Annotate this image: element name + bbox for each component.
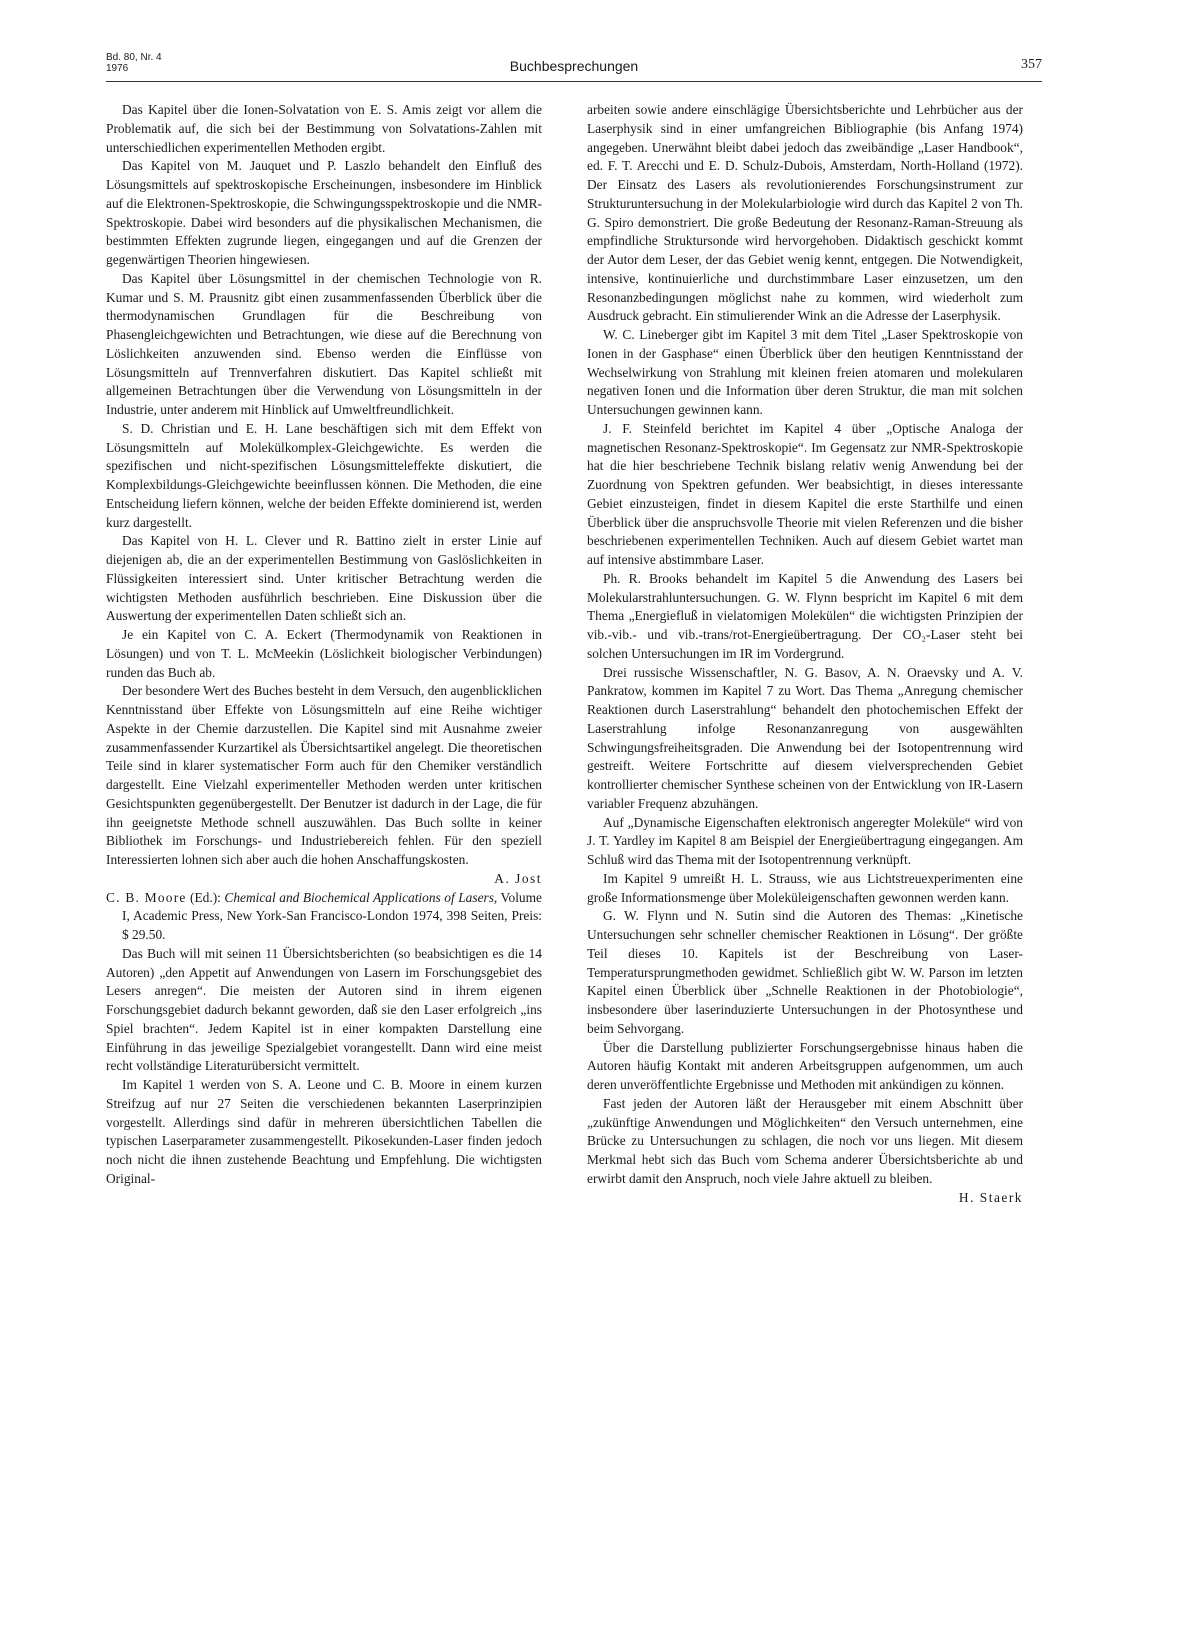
book-reference — [106, 889, 542, 945]
paragraph: Je ein Kapitel von C. A. Eckert (Thermodynamik von Reaktionen in Lösungen) und von T. L. McMeekin (Löslichkeit biologischer Verbindungen) runden das Buch ab. — [106, 627, 542, 680]
paragraph: Auf „Dynamische Eigenschaften elektronisch angeregter Moleküle“ wird von J. T. Yardley im Kapitel 8 am Beispiel der Energieübertragung eingegangen. Am Schluß wird das Thema mit der Isotopentrennung verknüpft. — [587, 814, 1023, 867]
paragraph: S. D. Christian und E. H. Lane beschäftigen sich mit dem Effekt von Lösungsmitteln auf Molekülkomplex-Gleichgewichte. Es werden die spezifischen und nicht-spezifischen Lösungsmitteleffekte diskutiert, die Komplexbildungs-Gleichgewichte beeinflussen können. Die Methoden, die eine Entscheidung liefern können, welche der beiden Effekte dominierend ist, werden kurz dargestellt. — [106, 420, 542, 530]
header-rule — [106, 81, 1042, 82]
paragraph: Das Kapitel von H. L. Clever und R. Battino zielt in erster Linie auf diejenigen ab, die an der experimentellen Bestimmung von Gaslöslichkeiten in Flüssigkeiten interessiert sind. Unter kritischer Betrachtung werden die wichtigsten Methoden ausführlich beschrieben. Eine Diskussion über die Auswertung der experimentellen Daten schließt sich an. — [106, 533, 542, 624]
section-title: Buchbesprechungen — [509, 58, 639, 74]
left-column — [106, 101, 542, 1189]
paragraph: Ph. R. Brooks behandelt im Kapitel 5 die Anwendung des Lasers bei Molekularstrahluntersuchungen. G. W. Flynn bespricht im Kapitel 6 mit dem Thema „Energiefluß in vielatomigen Molekülen“ die wichtigsten Prinzipien der vib.-vib.- und vib.-trans/rot-Energieübertragung. Der CO₂-Laser steht bei solchen Untersuchungen im IR im Vordergrund. — [587, 570, 1023, 661]
paragraph: Im Kapitel 1 werden von S. A. Leone und C. B. Moore in einem kurzen Streifzug auf nur 27 Seiten die verschiedenen bekannten Laserprinzipien vorgestellt. Allerdings sind dafür in mehreren übersichtlichen Tabellen die typischen Laserparameter zusammengestellt. Pikosekunden-Laser finden jedoch noch nicht die ihnen zustehende Beachtung und Empfehlung. Die wichtigsten Original- — [106, 1077, 542, 1186]
reviewer-signature: A. Jost — [494, 870, 542, 886]
paragraph: Das Kapitel über die Ionen-Solvatation von E. S. Amis zeigt vor allem die Problematik auf, die sich bei der Bestimmung von Solvatations-Zahlen mit unterschiedlichen experimentellen Methoden ergibt. — [106, 102, 542, 155]
book-details: Volume I, Academic Press, New York-San Francisco-London 1974, 398 Seiten, Preis: $ 29.50. — [122, 889, 542, 942]
paragraph: Im Kapitel 9 umreißt H. L. Strauss, wie aus Lichtstreuexperimenten eine große Informationsmenge über Moleküleigenschaften gewonnen werden kann. — [587, 870, 1023, 905]
page-header — [106, 52, 1042, 92]
reviewer-signature: H. Staerk — [958, 1189, 1023, 1205]
book-editor: C. B. Moore — [106, 889, 187, 905]
paragraph: Über die Darstellung publizierter Forschungsergebnisse hinaus haben die Autoren häufig Kontakt mit anderen Arbeitsgruppen aufgenommen, um auch deren unveröffentlichte Ergebnisse und Methoden mit ankündigen zu können. — [587, 1039, 1023, 1092]
paragraph: arbeiten sowie andere einschlägige Übersichtsberichte und Lehrbücher aus der Laserphysik sind in einer umfangreichen Bibliographie (bis Anfang 1974) angegeben. Unerwähnt bleibt dabei jedoch das zweibändige „Laser Handbook“, ed. F. T. Arecchi und E. D. Schulz-Dubois, Amsterdam, North-Holland (1972). Der Einsatz des Lasers als revolutionierendes Forschungsinstrument zur Strukturuntersuchung in der Molekularbiologie wird durch das Kapitel 2 von Th. G. Spiro demonstriert. Die große Bedeutung der Resonanz-Raman-Streuung als empfindliche Struktursonde wird hervorgehoben. Didaktisch geschickt kommt der Autor dem Leser, der das Gebiet wenig kennt, entgegen. Die Notwendigkeit, intensive, kontinuierliche und durchstimmbare Laser einzusetzen, um den Resonanzbedingungen möglichst nahe zu kommen, wird wiederholt zum Ausdruck gebracht. Ein stimulierender Wink an die Adresse der Laserphysik. — [587, 102, 1023, 324]
right-column — [587, 101, 1023, 1207]
paragraph: W. C. Lineberger gibt im Kapitel 3 mit dem Titel „Laser Spektroskopie von Ionen in der Gasphase“ einen Überblick über den heutigen Kenntnisstand der Wechselwirkung von Strahlung mit kleinen freien atomaren und molekularen negativen Ionen und die Information über deren Struktur, die man mit solchen Untersuchungen gewinnen kann. — [587, 327, 1023, 417]
paragraph: J. F. Steinfeld berichtet im Kapitel 4 über „Optische Analoga der magnetischen Resonanz-Spektroskopie“. Im Gegensatz zur NMR-Spektroskopie hat die hier beschriebene Technik bislang relativ wenig Anwendung bei der Zuordnung von Spektren gefunden. Wer beabsichtigt, in dieses interessante Gebiet einzusteigen, findet in diesem Kapitel die erste Starthilfe und einen Überblick über die anspruchsvolle Theorie mit vielen Referenzen und die bisher beschriebenen experimentellen Techniken. Auch auf diesem Gebiet wartet man auf intensive abstimmbare Laser. — [587, 420, 1023, 567]
volume-year: 1976 — [106, 63, 129, 74]
paragraph: Drei russische Wissenschaftler, N. G. Basov, A. N. Oraevsky und A. V. Pankratow, kommen im Kapitel 7 zu Wort. Das Thema „Anregung chemischer Reaktionen durch Laserstrahlung“ behandelt den photochemischen Effekt der Laserstrahlung infolge Resonanzanregung von ausgewählten Schwingungsfreiheitsgraden. Die Anwendung bei der Isotopentrennung wird gestreift. Weitere Fortschritte auf diesem vielversprechenden Gebiet kontrollierter chemischer Synthese scheinen von der Entwicklung von IR-Lasern variabler Frequenz abzuhängen. — [587, 664, 1023, 811]
paragraph: Das Kapitel über Lösungsmittel in der chemischen Technologie von R. Kumar und S. M. Prausnitz gibt einen zusammenfassenden Überblick über die thermodynamischen Grundlagen für die Beschreibung von Phasengleichgewichten und Betrachtungen, wie diese auf die Berechnung von Löslichkeiten anzuwenden sind. Ebenso werden die Einflüsse von Lösungsmitteln auf Trennverfahren diskutiert. Das Kapitel schließt mit allgemeinen Betrachtungen über die Verwendung von Lösungsmitteln in der Industrie, unter anderem mit Hinblick auf Umweltfreundlichkeit. — [106, 270, 542, 417]
book-title: Chemical and Biochemical Applications of Lasers, — [224, 889, 498, 905]
book-editor-note: (Ed.): — [186, 889, 225, 905]
volume-issue: Bd. 80, Nr. 4 — [106, 52, 162, 63]
paragraph: G. W. Flynn und N. Sutin sind die Autoren des Themas: „Kinetische Untersuchungen sehr schneller chemischer Reaktionen in Lösung“. Der größte Teil dieses 10. Kapitels ist der Beschreibung von Laser-Temperatursprungmethoden gewidmet. Schließlich gibt W. W. Parson im letzten Kapitel einen Überblick über „Schnelle Reaktionen in der Photobiologie“, insbesondere über laserinduzierte Untersuchungen in der Photosynthese und beim Sehvorgang. — [587, 908, 1023, 1036]
paragraph: Fast jeden der Autoren läßt der Herausgeber mit einem Abschnitt über „zukünftige Anwendungen und Möglichkeiten“ den Versuch unternehmen, eine Brücke zu Untersuchungen zu schlagen, die noch vor uns liegen. Mit diesem Merkmal hebt sich das Buch vom Schema anderer Übersichtsberichte ab und erwirbt damit den Anspruch, noch viele Jahre aktuell zu bleiben. — [587, 1095, 1023, 1186]
paragraph: Der besondere Wert des Buches besteht in dem Versuch, den augenblicklichen Kenntnisstand über Effekte von Lösungsmitteln auf eine Reihe wichtiger Aspekte in der Chemie darzustellen. Die Kapitel sind mit Ausnahme zweier zusammenfassender Kurzartikel als Übersichtsartikel angelegt. Die theoretischen Teile sind in klarer systematischer Form auch für den Chemiker verständlich dargestellt. Eine Vielzahl experimenteller Methoden werden unter kritischen Gesichtspunkten gegenübergestellt. Der Benutzer ist dadurch in der Lage, die für ihn geeignetste Methode schnell auszuwählen. Das Buch sollte in keiner Bibliothek im Forschungs- und Industriebereich fehlen. Für den speziell Interessierten lohnen sich aber auch die hohen Anschaffungskosten. — [106, 683, 542, 867]
paragraph: Das Buch will mit seinen 11 Übersichtsberichten (so beabsichtigen es die 14 Autoren) „den Appetit auf Anwendungen von Lasern im Forschungsgebiet des Lesers anregen“. Die meisten der Autoren sind in ihrem eigenen Forschungsgebiet dadurch bekannt geworden, daß sie den Laser erfolgreich „ins Spiel brachten“. Jedem Kapitel ist in einer kompakten Darstellung eine Einführung in das jeweilige Spezialgebiet vorangestellt. Dann wird eine meist recht vollständige Literaturübersicht vermittelt. — [106, 945, 542, 1074]
page-number: 357 — [1021, 57, 1042, 72]
paragraph: Das Kapitel von M. Jauquet und P. Laszlo behandelt den Einfluß des Lösungsmittels auf spektroskopische Erscheinungen, insbesondere im Hinblick auf die Elektronen-Spektroskopie, die Schwingungsspektroskopie und die NMR-Spektroskopie. Dabei wird besonders auf die physikalischen Mechanismen, die bestimmten Effekten zugrunde liegen, eingegangen und auf die Grenzen der gegenwärtigen Theorien hingewiesen. — [106, 158, 542, 267]
